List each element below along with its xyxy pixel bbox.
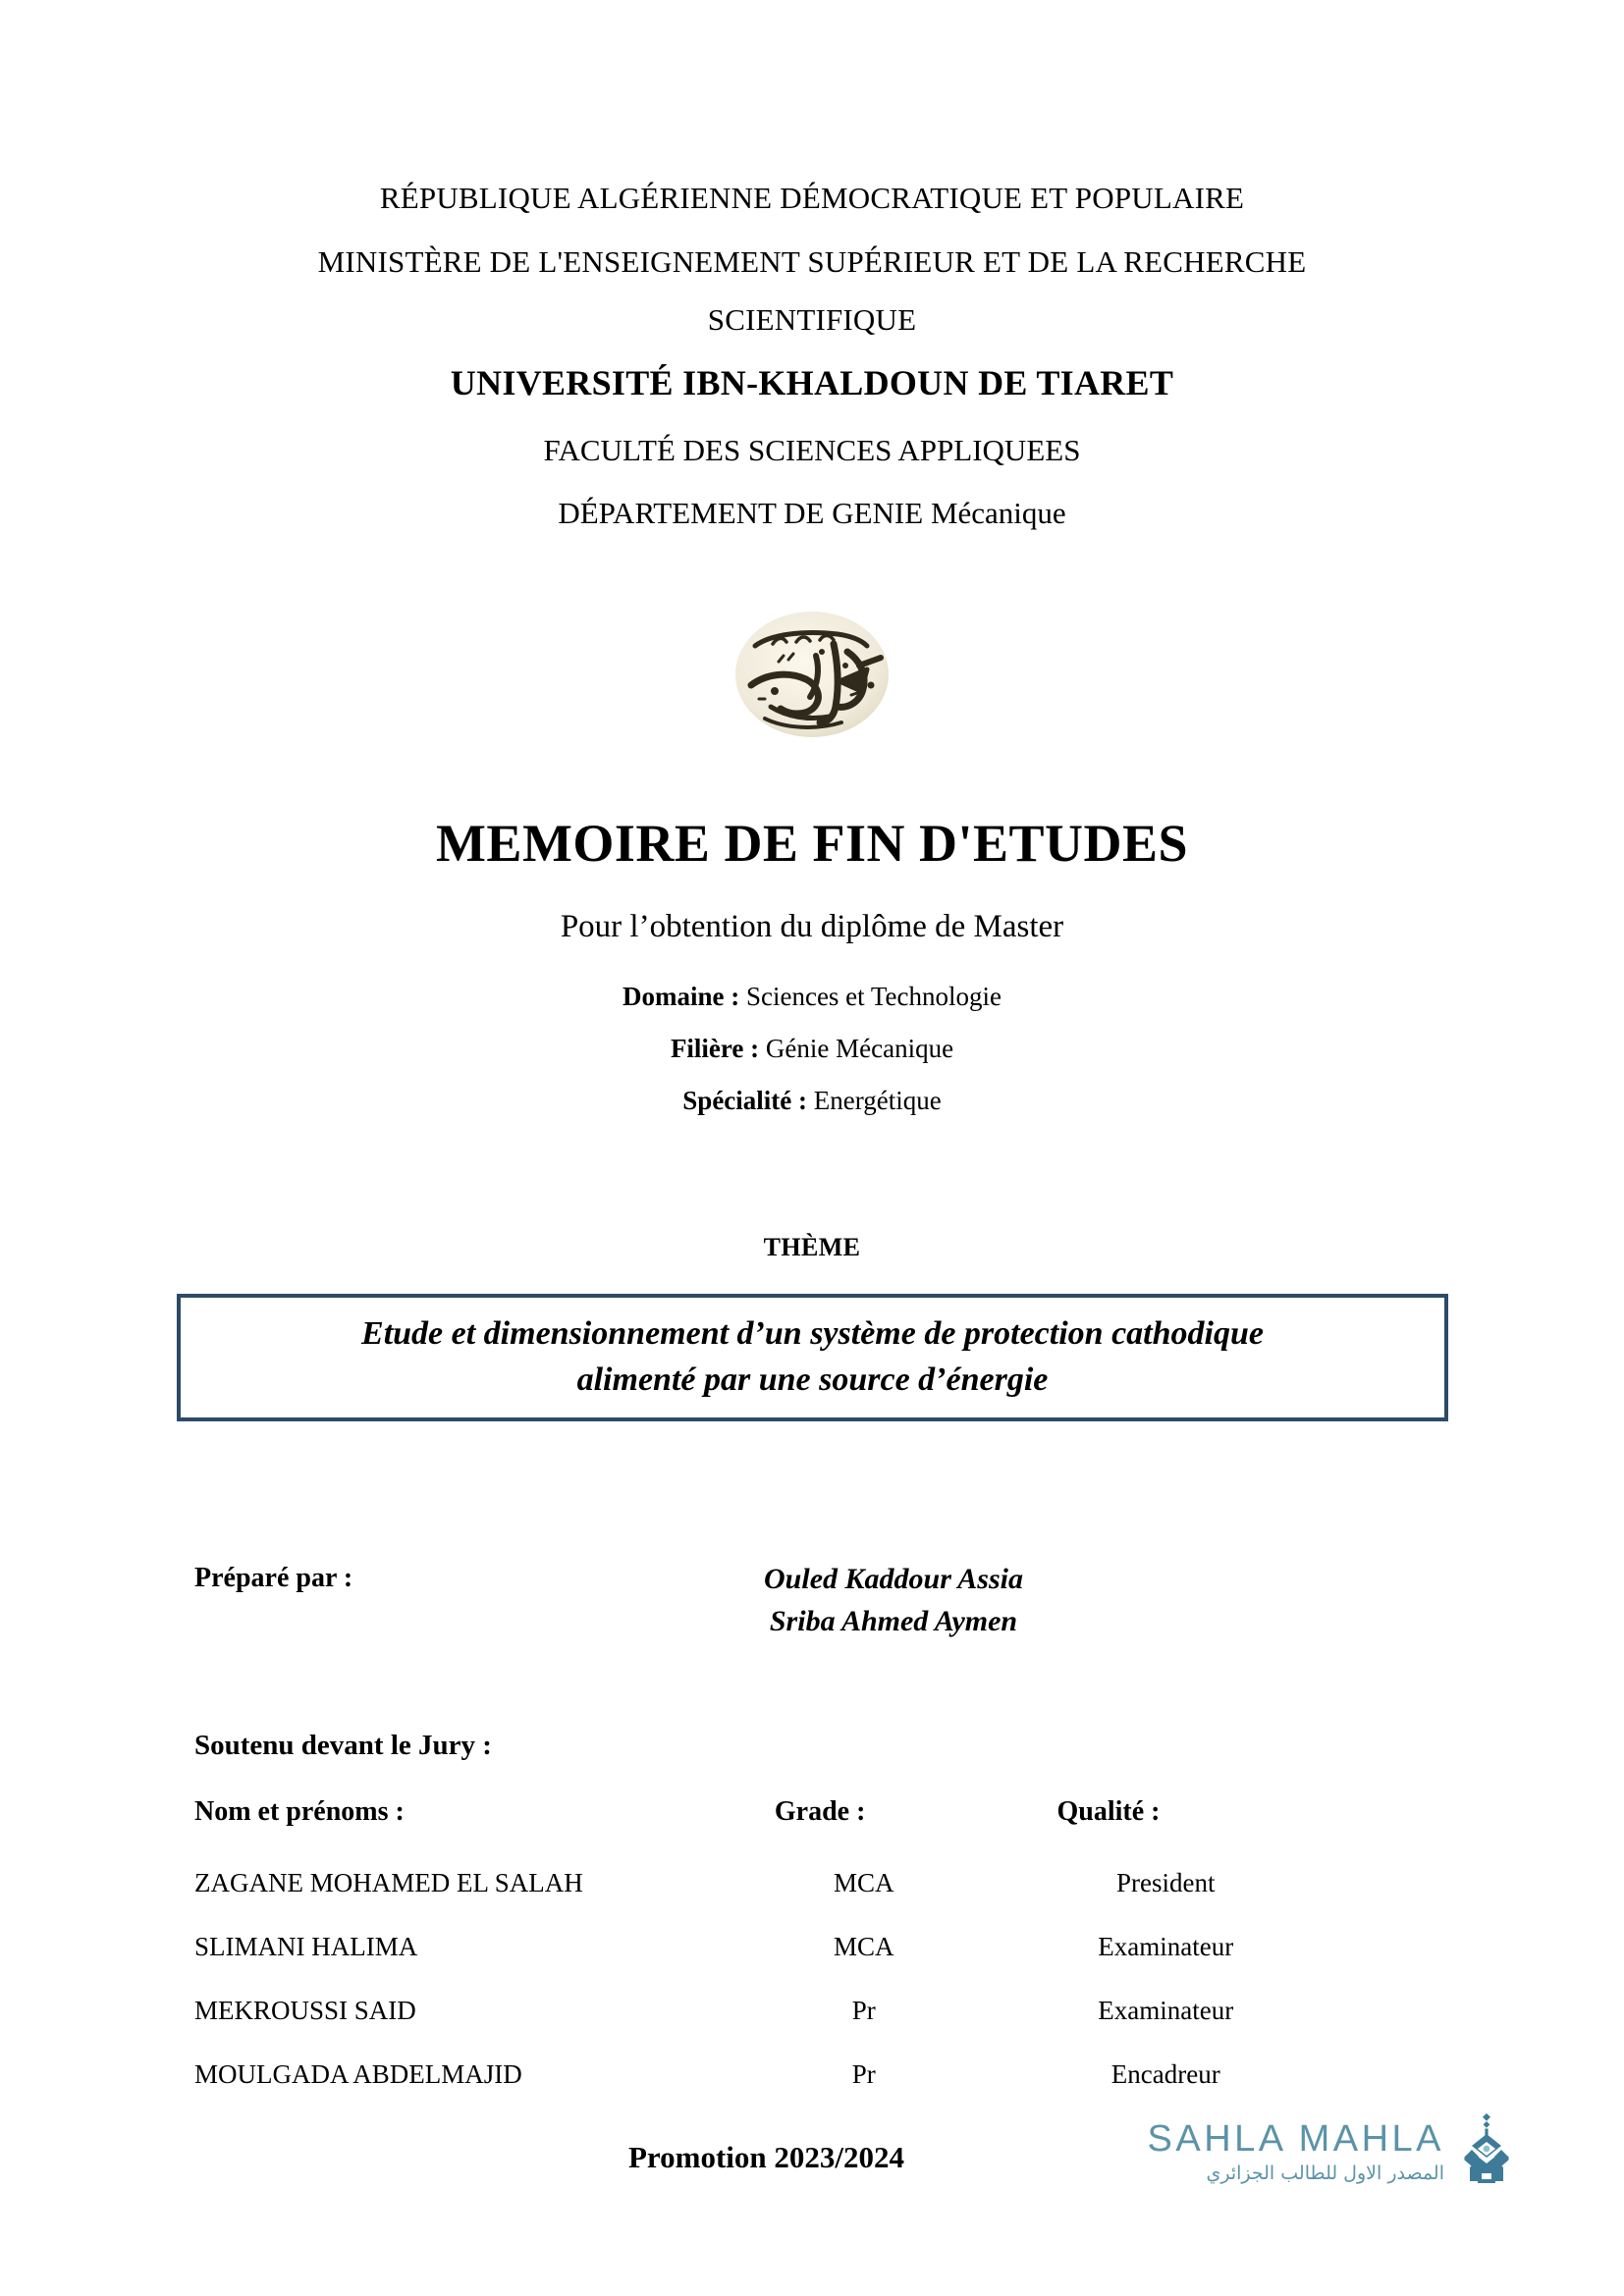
jury-member-grade: Pr: [851, 1996, 876, 2025]
jury-column-quality: Qualité :: [1056, 1796, 1161, 1827]
jury-member-name: ZAGANE MOHAMED EL SALAH: [194, 1868, 583, 1897]
theme-line-2: alimenté par une source d’énergie: [576, 1362, 1049, 1398]
jury-header-row: [194, 1796, 1333, 1851]
jury-member-grade: MCA: [833, 1932, 894, 1961]
jury-member-name: MEKROUSSI SAID: [194, 1996, 416, 2025]
field-filiere: [0, 1034, 1624, 1064]
field-domaine: [0, 982, 1624, 1012]
table-row: [194, 2043, 1333, 2107]
watermark-text: [1147, 2117, 1445, 2186]
jury-column-grade: Grade :: [774, 1796, 866, 1827]
watermark-brand: SAHLA MAHLA: [1147, 2117, 1444, 2160]
jury-member-quality: President: [1116, 1868, 1216, 1897]
document-title: MEMOIRE DE FIN D'ETUDES: [435, 814, 1189, 873]
jury-member-quality: Examinateur: [1098, 1996, 1234, 2025]
field-domaine-label: Domaine :: [622, 982, 740, 1011]
republic-line: RÉPUBLIQUE ALGÉRIENNE DÉMOCRATIQUE ET POPULAIRE: [379, 181, 1245, 215]
watermark-tagline: المصدر الاول للطالب الجزائري: [1206, 2162, 1444, 2184]
jury-column-name: Nom et prénoms :: [194, 1796, 405, 1827]
theme-box: [177, 1294, 1448, 1421]
degree-fields: [0, 982, 1624, 1138]
jury-table-head: [194, 1796, 1333, 1851]
table-row: [194, 1915, 1333, 1979]
ministry-line-continued: SCIENTIFIQUE: [707, 302, 917, 337]
faculty-name: FACULTÉ DES SCIENCES APPLIQUEES: [543, 433, 1081, 467]
document-subtitle: Pour l’obtention du diplôme de Master: [560, 909, 1064, 944]
university-emblem: [0, 601, 1624, 748]
table-row: [194, 1979, 1333, 2043]
jury-member-grade: MCA: [833, 1868, 894, 1897]
field-filiere-label: Filière :: [670, 1034, 760, 1063]
jury-table-body: [194, 1851, 1333, 2107]
table-row: [194, 1851, 1333, 1915]
field-domaine-value: Sciences et Technologie: [745, 982, 1001, 1011]
field-filiere-value: Génie Mécanique: [765, 1034, 954, 1063]
theme-text: [334, 1311, 1291, 1404]
promotion-year: Promotion 2023/2024: [628, 2140, 904, 2174]
jury-member-grade: Pr: [851, 2059, 876, 2089]
author-name: Sriba Ahmed Aymen: [769, 1604, 1018, 1637]
author-list: [550, 1559, 1237, 1642]
prepared-by-label: Préparé par :: [194, 1563, 353, 1593]
department-name: DÉPARTEMENT DE GENIE Mécanique: [558, 496, 1066, 530]
theme-label: THÈME: [763, 1233, 861, 1261]
jury-member-name: MOULGADA ABDELMAJID: [194, 2059, 522, 2089]
jury-member-quality: Examinateur: [1098, 1932, 1234, 1961]
institution-header: [0, 183, 1624, 531]
sahla-mahla-watermark: [1148, 2112, 1522, 2193]
author-name: Ouled Kaddour Assia: [764, 1563, 1023, 1595]
authors-section: [0, 1559, 1624, 1667]
jury-member-quality: Encadreur: [1110, 2059, 1220, 2089]
field-specialite: [0, 1086, 1624, 1116]
ministry-line: MINISTÈRE DE L'ENSEIGNEMENT SUPÉRIEUR ET DE LA RECHERCHE: [317, 244, 1307, 279]
university-name: UNIVERSITÉ IBN-KHALDOUN DE TIARET: [450, 363, 1174, 402]
jury-table: [194, 1796, 1333, 2107]
field-specialite-value: Energétique: [813, 1086, 942, 1115]
sahla-mahla-logo-icon: [1452, 2112, 1521, 2193]
jury-section-title: Soutenu devant le Jury :: [194, 1730, 492, 1761]
theme-line-1: Etude et dimensionnement d’un système de protection cathodique: [361, 1315, 1264, 1353]
jury-member-name: SLIMANI HALIMA: [194, 1932, 418, 1961]
seal-icon: [714, 601, 910, 748]
field-specialite-label: Spécialité :: [682, 1086, 808, 1115]
